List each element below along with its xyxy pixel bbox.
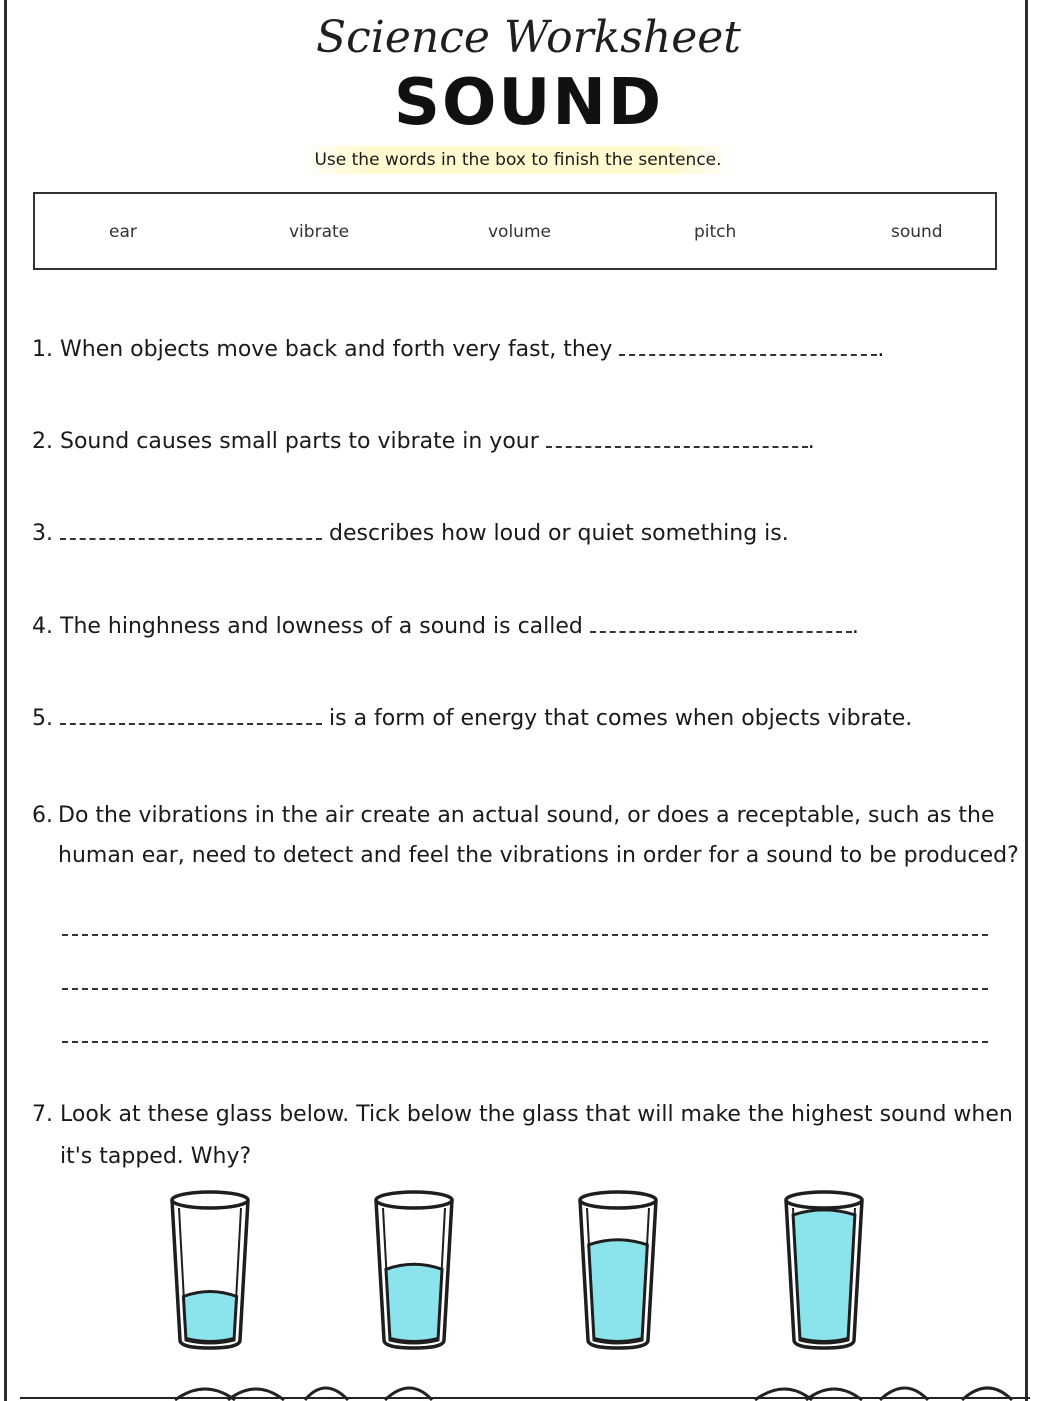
glass-water — [386, 1264, 442, 1343]
question-text: is a form of energy that comes when objects vibrate. — [329, 706, 913, 731]
question-5 — [32, 705, 912, 733]
question-end: . — [877, 337, 885, 362]
word-bank-box — [33, 192, 997, 270]
instruction-text: Use the words in the box to finish the sentence. — [300, 146, 736, 174]
glass-2 — [376, 1192, 452, 1348]
glass-rim — [786, 1192, 862, 1208]
bottom-decoration — [0, 1360, 1057, 1401]
answer-line[interactable] — [62, 988, 988, 990]
glass-water — [589, 1240, 648, 1343]
worksheet-subtitle: Science Worksheet — [315, 12, 741, 63]
question-number: 2. — [32, 429, 53, 454]
question-6 — [32, 796, 1022, 876]
question-3 — [32, 520, 789, 548]
glass-3 — [580, 1192, 656, 1348]
word-bank-item: sound — [891, 222, 943, 242]
question-7 — [32, 1094, 1022, 1178]
answer-blank[interactable] — [619, 340, 877, 356]
question-text: When objects move back and forth very fast, they — [60, 337, 613, 362]
glasses-illustration — [0, 1180, 1057, 1360]
answer-blank[interactable] — [60, 524, 322, 540]
word-bank-item: pitch — [694, 222, 737, 242]
question-text: describes how loud or quiet something is. — [329, 521, 789, 546]
glass-4 — [786, 1192, 862, 1348]
glass-water — [793, 1210, 855, 1343]
question-number: 1. — [32, 337, 53, 362]
question-end: . — [807, 429, 815, 454]
question-end: . — [851, 614, 859, 639]
question-number: 5. — [32, 706, 53, 731]
word-bank-item: ear — [109, 222, 137, 242]
question-2 — [32, 428, 815, 456]
answer-blank[interactable] — [546, 432, 808, 448]
question-text: Look at these glass below. Tick below the glass that will make the highest sound when it's tapped. Why? — [60, 1102, 1013, 1169]
question-number: 4. — [32, 614, 53, 639]
glass-rim — [580, 1192, 656, 1208]
glass-rim — [172, 1192, 248, 1208]
question-number: 6. — [32, 803, 53, 828]
word-bank-item: volume — [488, 222, 551, 242]
answer-line[interactable] — [62, 934, 988, 936]
question-number: 3. — [32, 521, 53, 546]
word-bank-item: vibrate — [289, 222, 350, 242]
page-title: SOUND — [393, 66, 664, 140]
glass-rim — [376, 1192, 452, 1208]
answer-blank[interactable] — [60, 709, 322, 725]
glass-water — [183, 1291, 236, 1343]
glass-1 — [172, 1192, 248, 1348]
question-text: The hinghness and lowness of a sound is called — [60, 614, 583, 639]
question-text: Sound causes small parts to vibrate in your — [60, 429, 539, 454]
answer-line[interactable] — [62, 1041, 988, 1043]
question-text: Do the vibrations in the air create an actual sound, or does a receptable, such as the human ear, need to detect and feel the vibrations in order for a sound to be produced? — [58, 803, 1019, 868]
question-1 — [32, 336, 884, 364]
answer-blank[interactable] — [590, 617, 852, 633]
question-4 — [32, 613, 859, 641]
question-number: 7. — [32, 1102, 53, 1127]
